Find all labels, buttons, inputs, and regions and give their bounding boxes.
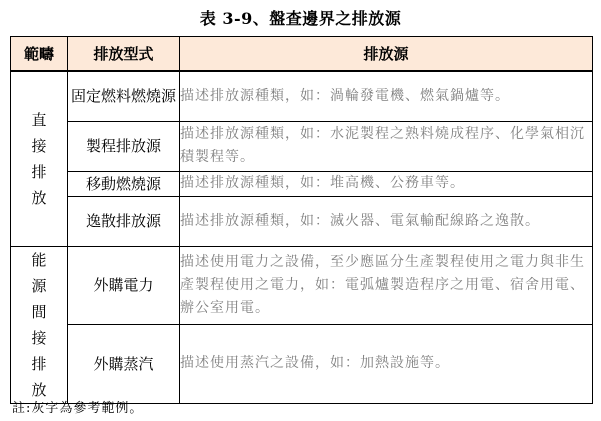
source-type-cell: 外購電力	[68, 246, 180, 325]
source-description: 描述使用電力之設備，至少應區分生產製程使用之電力與非生產製程使用之電力，如：電弧爐製造程序之用電、宿舍用電、辦公室用電。	[180, 246, 593, 325]
source-description: 描述排放源種類，如：水泥製程之熟料燒成程序、化學氣相沉積製程等。	[180, 121, 593, 171]
source-type-cell: 逸散排放源	[68, 196, 180, 246]
source-type-cell: 製程排放源	[68, 121, 180, 171]
table-row	[11, 325, 593, 404]
table-row	[11, 171, 593, 196]
category-energy-indirect-emission: 能 源 間 接 排 放	[11, 246, 68, 403]
table-title: 表 3-9、盤查邊界之排放源	[199, 9, 402, 28]
source-description: 描述使用蒸汽之設備，如：加熱設施等。	[180, 325, 593, 404]
table-header-row	[11, 37, 593, 72]
source-type-cell: 外購蒸汽	[68, 325, 180, 404]
header-type: 排放型式	[68, 37, 180, 72]
table-row	[11, 121, 593, 171]
table-row	[11, 196, 593, 246]
footnote: 註:灰字為參考範例。	[12, 401, 144, 416]
source-description: 描述排放源種類，如：渦輪發電機、燃氣鍋爐等。	[180, 71, 593, 121]
category-direct-emission: 直 接 排 放	[11, 71, 68, 246]
source-description: 描述排放源種類，如：堆高機、公務車等。	[180, 171, 593, 196]
table-row	[11, 246, 593, 325]
emission-source-table	[10, 36, 593, 404]
table-row	[11, 71, 593, 121]
source-description: 描述排放源種類，如：滅火器、電氣輸配線路之逸散。	[180, 196, 593, 246]
source-type-cell: 固定燃料燃燒源	[68, 71, 180, 121]
header-source: 排放源	[180, 37, 593, 72]
source-type-cell: 移動燃燒源	[68, 171, 180, 196]
header-category: 範疇	[11, 37, 68, 72]
